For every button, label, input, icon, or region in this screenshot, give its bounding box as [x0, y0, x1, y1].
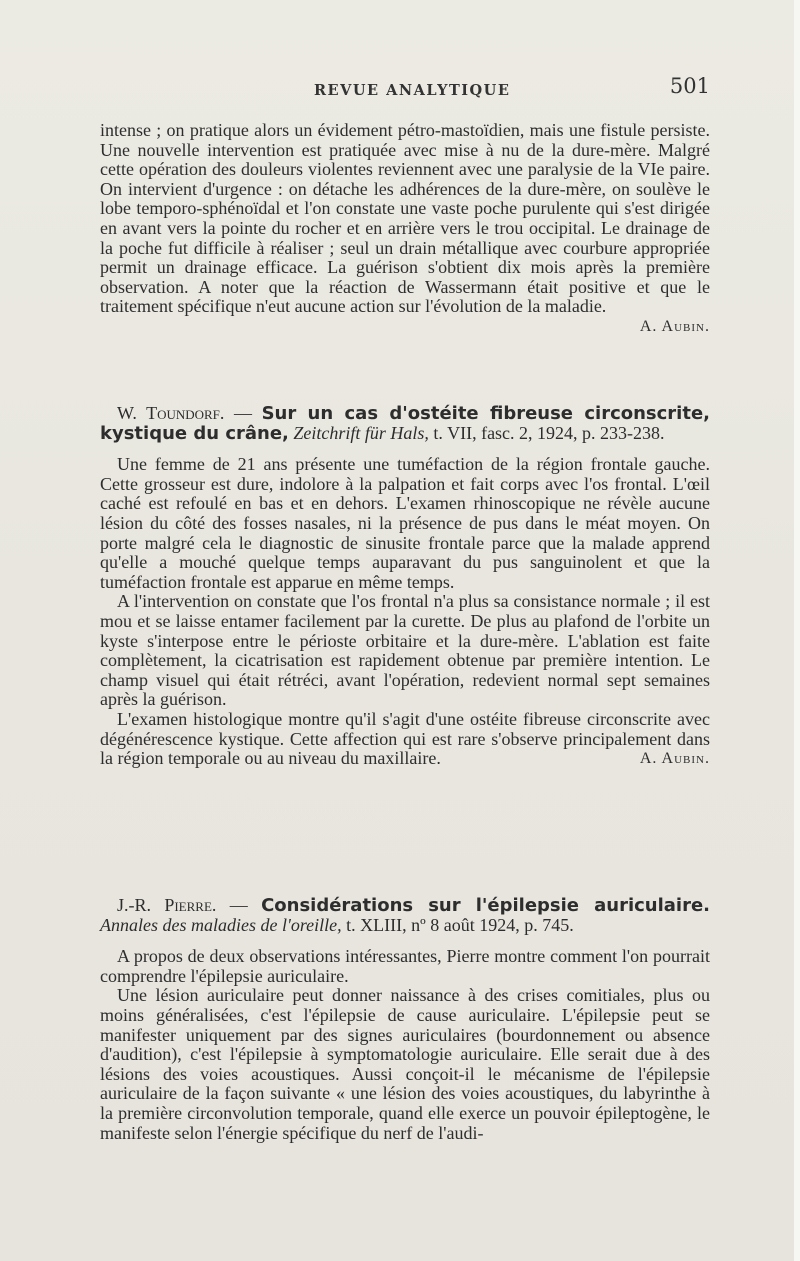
page-edge — [794, 0, 800, 1261]
article-heading — [100, 896, 710, 935]
paragraph: L'examen histologique montre qu'il s'agit d'une ostéite fibreuse circonscrite avec dégénérescence kystique. Cette affection qui est rare s'observe principalement dans la région temporale ou au niveau du maxillaire. — [100, 708, 710, 769]
article-reference: t. VII, fasc. 2, 1924, p. 233-238. — [428, 422, 665, 443]
article-journal: Annales des maladies de l'oreille, — [100, 914, 342, 935]
paragraph: A l'intervention on constate que l'os frontal n'a plus sa consistance normale ; il est mou et se laisse entamer facilement par la curette. De plus au plafond de l'orbite un kyste s'interpose entre le périoste orbitaire et la dure-mère. L'ablation est faite complètement, la cicatrisation est rapidement obtenue par première intention. Le champ visuel qui était rétréci, avant l'opération, redevient normal sept semaines après la guérison. — [100, 591, 710, 710]
article-author: J.-R. Pierre. — [117, 895, 217, 915]
article-pierre — [100, 896, 710, 1143]
article-author: W. Toundorf. — [117, 403, 225, 423]
article-reference: t. XLIII, nº 8 août 1924, p. 745. — [341, 914, 574, 935]
page-number: 501 — [669, 74, 710, 98]
article-title: Sur un cas d'ostéite fibreuse circonscrite, kystique du crâne, — [100, 403, 710, 444]
heading-dash: — — [216, 895, 262, 915]
continuation-paragraph: intense ; on pratique alors un évidement pétro-mastoïdien, mais une fistule persiste. Une nouvelle intervention est pratiquée avec mise à nu de la dure-mère. Malgré cette opération des douleurs violentes reviennent avec une paralysie de la VIe paire. On intervient d'urgence : on détache les adhérences de la dure-mère, on soulève le lobe temporo-sphénoïdal et l'on constate une vaste poche purulente qui s'est dirigée en avant vers la pointe du rocher et en arrière vers le trou occipital. Le drainage de la poche fut difficile à réaliser ; seul un drain métallique avec courbure appropriée permit un drainage efficace. La guérison s'obtient dix mois après la première observation. A noter que la réaction de Wassermann était positive et que le traitement spécifique n'eut aucune action sur l'évolution de la maladie. — [100, 120, 710, 317]
continuation-signature: A. Aubin. — [639, 317, 710, 335]
article-heading — [100, 404, 710, 443]
continuation-section — [100, 121, 710, 337]
paragraph: Une lésion auriculaire peut donner naissance à des crises comitiales, plus ou moins généralisées, c'est l'épilepsie de cause auriculaire. L'épilepsie peut se manifester uniquement par des signes auriculaires (bourdonnement ou absence d'audition), c'est l'épilepsie à symptomatologie auriculaire. Elle serait due à des lésions des voies acoustiques. Aussi conçoit-il le mécanisme de l'épilepsie auriculaire de la façon suivante « une lésion des voies acoustiques, du labyrinthe à la première circonvolution temporale, quand elle exerce un pouvoir épileptogène, le manifeste selon l'énergie spécifique du nerf de l'audi- — [100, 985, 710, 1143]
article-toundorf — [100, 404, 710, 768]
article-title: Considérations sur l'épilepsie auriculaire. — [261, 895, 711, 916]
paragraph: A propos de deux observations intéressantes, Pierre montre comment l'on pourrait comprendre l'épilepsie auriculaire. — [100, 946, 710, 986]
heading-dash: — — [224, 403, 262, 423]
article-signature: A. Aubin. — [639, 749, 710, 767]
paragraph: Une femme de 21 ans présente une tuméfaction de la région frontale gauche. Cette grosseur est dure, indolore à la palpation et fait corps avec l'os frontal. L'œil caché est refoulé en bas et en dehors. L'examen rhinoscopique ne révèle aucune lésion du côté des fosses nasales, ni la présence de pus dans le méat moyen. On porte malgré cela le diagnostic de sinusite frontale parce que la malade apprend qu'elle a mouché quelque temps auparavant du pus sanguinolent et que la tuméfaction frontale est apparue en même temps. — [100, 454, 710, 592]
running-title: REVUE ANALYTIQUE — [314, 82, 511, 99]
article-journal: Zeitchrift für Hals, — [293, 422, 429, 443]
page-header — [100, 74, 710, 104]
